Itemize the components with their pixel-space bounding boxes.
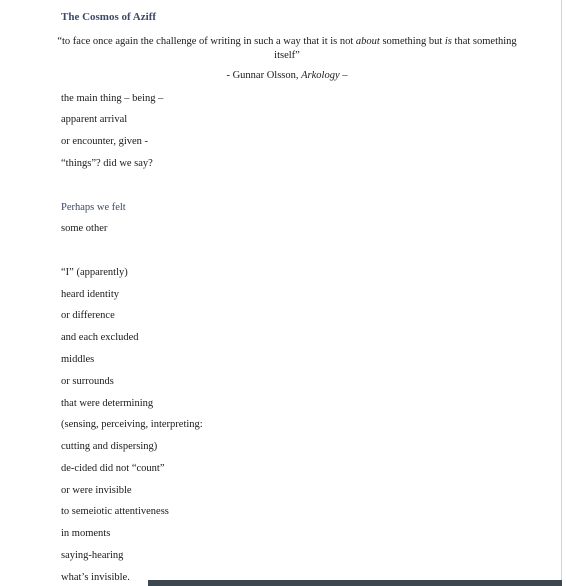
poem-line: that were determining (61, 398, 154, 409)
poem-line: heard identity (61, 289, 120, 300)
horizontal-scrollbar[interactable] (148, 580, 562, 586)
page-edge-divider (561, 0, 562, 586)
poem-line: “I” (apparently) (61, 267, 128, 278)
epigraph-emphasis-is: is (444, 36, 452, 47)
epigraph-text: that something itself” (274, 36, 517, 61)
poem-line: or difference (61, 310, 115, 321)
epigraph-attribution (52, 70, 522, 81)
poem-line: or encounter, given - (61, 136, 149, 147)
poem-line: cutting and dispersing) (61, 441, 158, 452)
poem-line: to semeiotic attentiveness (61, 506, 169, 517)
epigraph-text: something but (379, 36, 445, 47)
attribution-author: - Gunnar Olsson, (226, 70, 302, 81)
poem-line: “things”? did we say? (61, 158, 153, 169)
poem-line: saying-hearing (61, 550, 124, 561)
poem-line: the main thing – being – (61, 93, 164, 104)
attribution-suffix: – (339, 70, 348, 81)
poem-line: Perhaps we felt (61, 202, 126, 213)
epigraph (52, 35, 522, 62)
poem-line: or were invisible (61, 485, 132, 496)
poem-line: apparent arrival (61, 114, 128, 125)
epigraph-emphasis-about: about (355, 36, 380, 47)
poem-line: and each excluded (61, 332, 139, 343)
poem-line: or surrounds (61, 376, 114, 387)
poem-line: in moments (61, 528, 111, 539)
poem-line: what’s invisible. (61, 572, 130, 583)
poem-line: middles (61, 354, 95, 365)
poem-line: de-cided did not “count” (61, 463, 165, 474)
epigraph-text: “to face once again the challenge of writing in such a way that it is not (57, 36, 356, 47)
document-title: The Cosmos of Aziff (61, 11, 157, 23)
poem-line: (sensing, perceiving, interpreting: (61, 419, 203, 430)
attribution-work: Arkology (301, 70, 340, 81)
poem-line: some other (61, 223, 108, 234)
